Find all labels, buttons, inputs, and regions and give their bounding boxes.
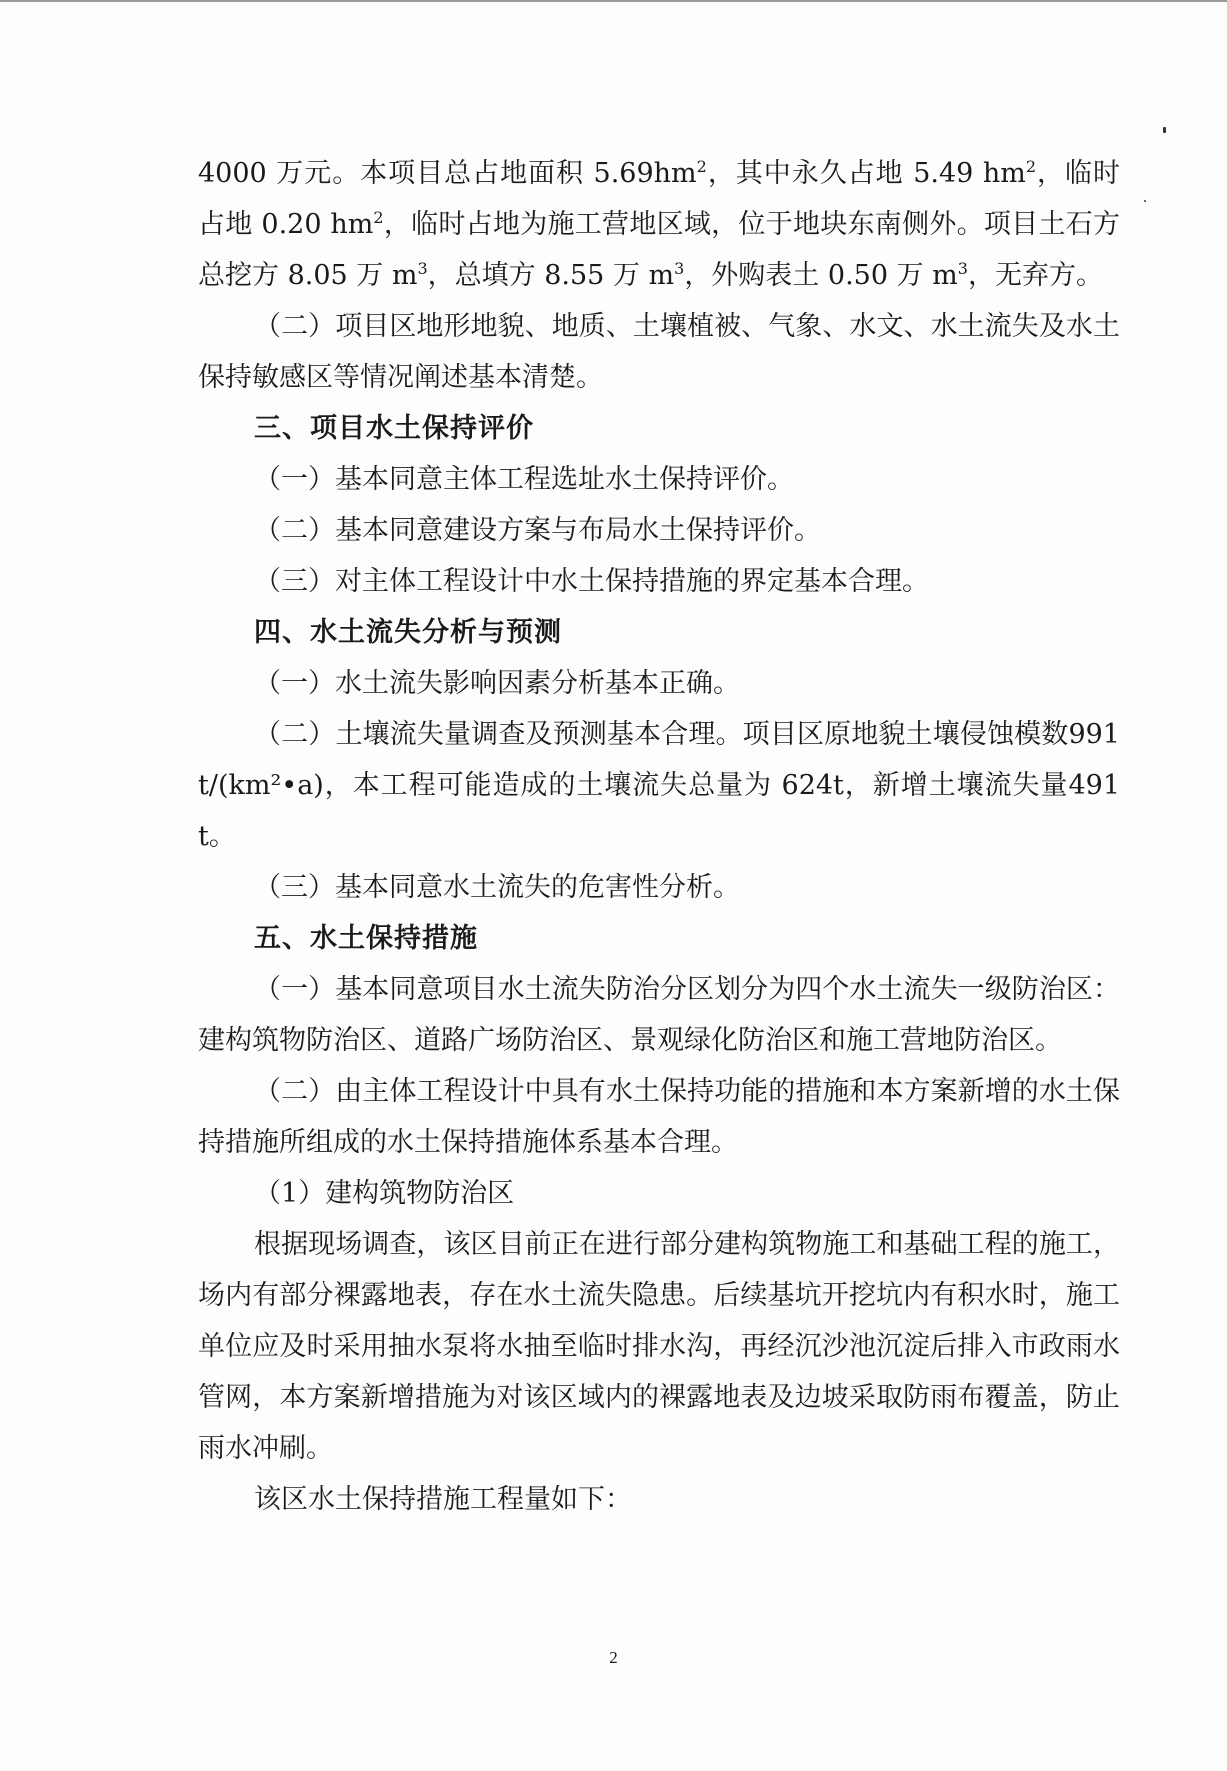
scan-speck	[1144, 200, 1146, 202]
superscript: 2	[696, 157, 707, 176]
scan-speck	[1163, 127, 1166, 133]
paragraph-hazard: （三）基本同意水土流失的危害性分析。	[254, 872, 740, 903]
text-run: ，总填方 8.55 万 m	[427, 260, 675, 291]
paragraph-site-selection: （一）基本同意主体工程选址水土保持评价。	[254, 464, 794, 495]
paragraph-layout: （二）基本同意建设方案与布局水土保持评价。	[254, 515, 821, 546]
section-heading-4: 四、水土流失分析与预测	[254, 617, 562, 648]
paragraph-site-survey: 根据现场调查，该区目前正在进行部分建构筑物施工和基础工程的施工，场内有部分裸露地表，存在水土流失隐患。后续基坑开挖坑内有积水时，施工单位应及时采用抽水泵将水抽至临时排水沟，再经沉沙池沉淀后排入市政雨水管网，本方案新增措施为对该区域内的裸露地表及边坡采取防雨布覆盖，防止雨水冲刷。	[198, 1229, 1120, 1464]
text-run: ，临时占地 0.20 hm	[198, 158, 1121, 240]
paragraph-terrain: （二）项目区地形地貌、地质、土壤植被、气象、水文、水土流失及水土保持敏感区等情况阐述基本清楚。	[198, 311, 1120, 393]
scan-top-edge	[0, 0, 1227, 2]
paragraph-soil-loss: （二）土壤流失量调查及预测基本合理。项目区原地貌土壤侵蚀模数991t/(km²•a)，本工程可能造成的土壤流失总量为 624t，新增土壤流失量491t。	[198, 719, 1120, 852]
superscript: 2	[373, 208, 384, 227]
page-number: 2	[609, 1648, 618, 1667]
superscript: 3	[417, 259, 428, 278]
text-run: 4000 万元。本项目总占地面积 5.69hm	[198, 158, 697, 189]
text-run: ，无弃方。	[967, 260, 1103, 291]
paragraph-project-scale	[198, 148, 1120, 301]
superscript: 2	[1025, 157, 1037, 176]
text-run: ，其中永久占地 5.49 hm	[706, 158, 1026, 189]
superscript: 3	[674, 259, 685, 278]
document-body	[198, 148, 1120, 1525]
section-heading-3: 三、项目水土保持评价	[254, 413, 534, 444]
section-heading-5: 五、水土保持措施	[254, 923, 478, 954]
superscript: 3	[957, 259, 968, 278]
paragraph-measure-system: （二）由主体工程设计中具有水土保持功能的措施和本方案新增的水土保持措施所组成的水土保持措施体系基本合理。	[198, 1076, 1120, 1158]
paragraph-quantities-intro: 该区水土保持措施工程量如下：	[254, 1484, 632, 1515]
paragraph-subheading-buildings: （1）建构筑物防治区	[254, 1178, 515, 1209]
text-run: ，外购表土 0.50 万 m	[684, 260, 958, 291]
text-run: ，临时占地为施工营地区域，位于地块东南侧外。项目土石方总挖方 8.05 万 m	[198, 209, 1120, 291]
paragraph-zoning: （一）基本同意项目水土流失防治分区划分为四个水土流失一级防治区：建构筑物防治区、道路广场防治区、景观绿化防治区和施工营地防治区。	[198, 974, 1120, 1056]
paragraph-factors: （一）水土流失影响因素分析基本正确。	[254, 668, 740, 699]
paragraph-measures-definition: （三）对主体工程设计中水土保持措施的界定基本合理。	[254, 566, 929, 597]
